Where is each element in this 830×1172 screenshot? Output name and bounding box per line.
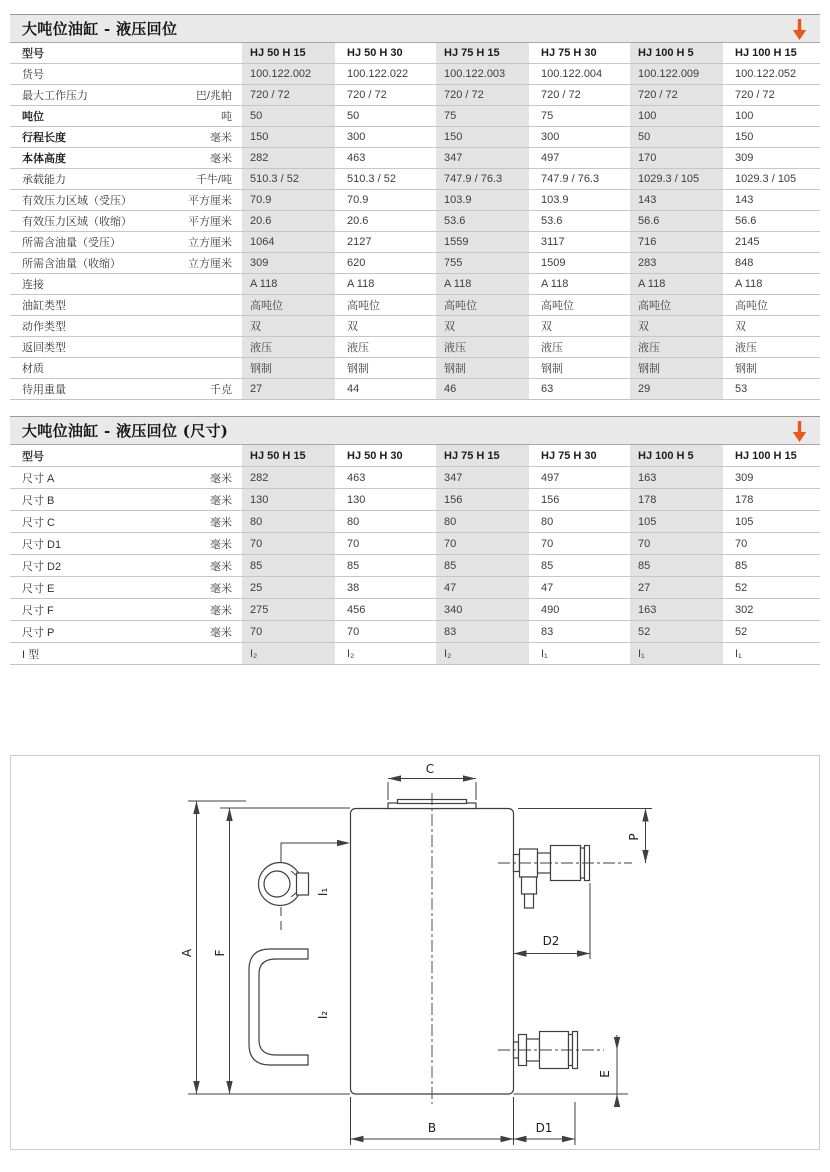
value-cell: A 118 — [723, 274, 820, 294]
value-cell: 720 / 72 — [238, 85, 335, 105]
dim-label-D1: D1 — [535, 1121, 553, 1135]
table-row — [10, 126, 820, 147]
value-cell: 双 — [335, 316, 432, 336]
value-cell: 463 — [335, 467, 432, 488]
table-title-bar — [10, 15, 820, 43]
row-unit-label: 吨 — [221, 111, 232, 123]
value-cell: 75 — [432, 106, 529, 126]
row-unit-label: 平方厘米 — [188, 195, 232, 207]
row-label: 吨位 — [22, 111, 44, 123]
table-row — [10, 294, 820, 315]
table-dimensions — [10, 416, 820, 665]
table-row — [10, 642, 820, 664]
value-cell: 105 — [723, 511, 820, 532]
value-cell: 302 — [723, 599, 820, 620]
value-cell: 1029.3 / 105 — [723, 169, 820, 189]
row-unit-label: 毫米 — [210, 494, 232, 507]
row-label: 尺寸 P — [22, 626, 55, 639]
row-unit-label: 立方厘米 — [188, 258, 232, 270]
value-cell: 283 — [626, 253, 723, 273]
row-label-cell — [10, 621, 238, 642]
down-arrow-icon — [791, 419, 808, 443]
table-row — [10, 488, 820, 510]
value-cell: 716 — [626, 232, 723, 252]
value-cell: 100 — [723, 106, 820, 126]
value-cell: 70 — [238, 621, 335, 642]
value-cell: 620 — [335, 253, 432, 273]
row-label: I 型 — [22, 648, 40, 661]
table-row — [10, 210, 820, 231]
row-label: 尺寸 D1 — [22, 538, 62, 551]
value-cell: 70.9 — [335, 190, 432, 210]
value-cell: 497 — [529, 467, 626, 488]
model-header-cell: HJ 100 H 15 — [723, 43, 820, 63]
technical-drawing-panel — [10, 755, 820, 1150]
value-cell: 1509 — [529, 253, 626, 273]
value-cell: 103.9 — [432, 190, 529, 210]
carry-handle — [249, 949, 308, 1065]
row-label: 所需含油量（受压） — [22, 237, 121, 249]
row-label-cell — [10, 169, 238, 189]
row-label: 承载能力 — [22, 174, 66, 186]
row-label-cell — [10, 643, 238, 664]
value-cell: 747.9 / 76.3 — [529, 169, 626, 189]
row-unit-label: 毫米 — [210, 132, 232, 144]
dim-label-A: A — [180, 948, 194, 958]
value-cell: 80 — [335, 511, 432, 532]
value-cell: 高吨位 — [529, 295, 626, 315]
value-cell: 347 — [432, 148, 529, 168]
value-cell: 高吨位 — [723, 295, 820, 315]
table-title: 大吨位油缸 - 液压回位 — [22, 20, 178, 38]
value-cell: A 118 — [626, 274, 723, 294]
value-cell: A 118 — [432, 274, 529, 294]
value-cell: 56.6 — [626, 211, 723, 231]
value-cell: 100.122.009 — [626, 64, 723, 84]
value-cell: 双 — [723, 316, 820, 336]
value-cell: 1064 — [238, 232, 335, 252]
value-cell: 53.6 — [432, 211, 529, 231]
value-cell: 83 — [529, 621, 626, 642]
value-cell: 53.6 — [529, 211, 626, 231]
row-label-cell — [10, 577, 238, 598]
row-label-cell — [10, 295, 238, 315]
value-cell: 70.9 — [238, 190, 335, 210]
table-row — [10, 576, 820, 598]
value-cell: 液压 — [626, 337, 723, 357]
value-cell: I₁ — [723, 643, 820, 664]
row-unit-label: 毫米 — [210, 516, 232, 529]
value-cell: 50 — [335, 106, 432, 126]
value-cell: 25 — [238, 577, 335, 598]
table-title-bar — [10, 417, 820, 445]
value-cell: 钢制 — [529, 358, 626, 378]
eye-bolt-leader — [281, 843, 344, 862]
table-row — [10, 105, 820, 126]
value-cell: 275 — [238, 599, 335, 620]
value-cell: 双 — [626, 316, 723, 336]
value-cell: 340 — [432, 599, 529, 620]
value-cell: 130 — [238, 489, 335, 510]
row-label-cell — [10, 467, 238, 488]
row-unit-label: 毫米 — [210, 560, 232, 573]
row-label-cell — [10, 64, 238, 84]
value-cell: 70 — [335, 533, 432, 554]
value-cell: 309 — [238, 253, 335, 273]
column-header-label: 型号 — [22, 450, 44, 463]
value-cell: 747.9 / 76.3 — [432, 169, 529, 189]
model-header-cell: HJ 75 H 30 — [529, 445, 626, 466]
value-cell: 497 — [529, 148, 626, 168]
table-row — [10, 168, 820, 189]
value-cell: 液压 — [723, 337, 820, 357]
value-cell: 70 — [238, 533, 335, 554]
value-cell: 80 — [529, 511, 626, 532]
value-cell: I₂ — [335, 643, 432, 664]
column-header-label: 型号 — [22, 48, 44, 60]
value-cell: 44 — [335, 379, 432, 399]
value-cell: 钢制 — [626, 358, 723, 378]
row-label-cell — [10, 358, 238, 378]
value-cell: 20.6 — [238, 211, 335, 231]
table-row — [10, 554, 820, 576]
row-label-cell — [10, 555, 238, 576]
value-cell: 755 — [432, 253, 529, 273]
column-header-cell — [10, 445, 238, 466]
value-cell: 50 — [626, 127, 723, 147]
model-header-cell: HJ 75 H 30 — [529, 43, 626, 63]
value-cell: 178 — [723, 489, 820, 510]
value-cell: 63 — [529, 379, 626, 399]
row-unit-label: 毫米 — [210, 604, 232, 617]
value-cell: 720 / 72 — [626, 85, 723, 105]
row-label-cell — [10, 337, 238, 357]
value-cell: 282 — [238, 148, 335, 168]
value-cell: 钢制 — [432, 358, 529, 378]
table-row — [10, 252, 820, 273]
model-header-cell: HJ 50 H 15 — [238, 43, 335, 63]
value-cell: 70 — [626, 533, 723, 554]
value-cell: 70 — [432, 533, 529, 554]
table-row — [10, 84, 820, 105]
dim-label-D2: D2 — [542, 934, 560, 948]
row-label: 动作类型 — [22, 321, 66, 333]
value-cell: I₂ — [432, 643, 529, 664]
row-unit-label: 千牛/吨 — [195, 174, 232, 186]
value-cell: 848 — [723, 253, 820, 273]
model-header-cell: HJ 100 H 5 — [626, 445, 723, 466]
value-cell: A 118 — [335, 274, 432, 294]
value-cell: 27 — [626, 577, 723, 598]
value-cell: 70 — [529, 533, 626, 554]
value-cell: 143 — [723, 190, 820, 210]
eye-bolt-shank — [297, 873, 309, 895]
table-performance — [10, 14, 820, 400]
value-cell: 170 — [626, 148, 723, 168]
value-cell: 85 — [335, 555, 432, 576]
table-row — [10, 598, 820, 620]
value-cell: 液压 — [238, 337, 335, 357]
row-label: 尺寸 C — [22, 516, 55, 529]
cylinder-technical-drawing — [11, 756, 819, 1149]
row-label: 行程长度 — [22, 132, 66, 144]
value-cell: 309 — [723, 148, 820, 168]
row-label: 尺寸 E — [22, 582, 55, 595]
table-header-row — [10, 43, 820, 63]
value-cell: A 118 — [529, 274, 626, 294]
dim-line-A — [188, 801, 246, 1094]
row-label-cell — [10, 253, 238, 273]
value-cell: 720 / 72 — [432, 85, 529, 105]
row-label: 油缸类型 — [22, 300, 66, 312]
row-label-cell — [10, 85, 238, 105]
value-cell: I₁ — [529, 643, 626, 664]
table-row — [10, 466, 820, 488]
value-cell: 52 — [723, 621, 820, 642]
table-row — [10, 189, 820, 210]
value-cell: 80 — [238, 511, 335, 532]
value-cell: 150 — [723, 127, 820, 147]
value-cell: 双 — [432, 316, 529, 336]
value-cell: 75 — [529, 106, 626, 126]
value-cell: 510.3 / 52 — [238, 169, 335, 189]
row-label-cell — [10, 533, 238, 554]
model-header-cell: HJ 75 H 15 — [432, 445, 529, 466]
table-row — [10, 357, 820, 378]
value-cell: 液压 — [335, 337, 432, 357]
value-cell: 70 — [723, 533, 820, 554]
part-label-I2: I₂ — [316, 1010, 330, 1020]
table-title: 大吨位油缸 - 液压回位 (尺寸) — [22, 422, 229, 440]
table-row — [10, 147, 820, 168]
row-label-cell — [10, 379, 238, 399]
value-cell: 85 — [626, 555, 723, 576]
row-unit-label: 巴/兆帕 — [195, 90, 232, 102]
value-cell: I₂ — [238, 643, 335, 664]
row-label: 本体高度 — [22, 153, 66, 165]
dim-label-B: B — [427, 1121, 437, 1135]
value-cell: A 118 — [238, 274, 335, 294]
value-cell: 47 — [529, 577, 626, 598]
model-header-cell: HJ 50 H 30 — [335, 43, 432, 63]
table-row — [10, 510, 820, 532]
value-cell: 20.6 — [335, 211, 432, 231]
value-cell: 720 / 72 — [335, 85, 432, 105]
value-cell: 钢制 — [335, 358, 432, 378]
row-unit-label: 平方厘米 — [188, 216, 232, 228]
value-cell: 300 — [335, 127, 432, 147]
table-row — [10, 273, 820, 294]
table-body — [10, 43, 820, 399]
table-header-row — [10, 445, 820, 466]
value-cell: I₁ — [626, 643, 723, 664]
value-cell: 38 — [335, 577, 432, 598]
value-cell: 47 — [432, 577, 529, 598]
value-cell: 85 — [238, 555, 335, 576]
row-label: 材质 — [22, 363, 44, 375]
model-header-cell: HJ 100 H 15 — [723, 445, 820, 466]
value-cell: 463 — [335, 148, 432, 168]
value-cell: 2145 — [723, 232, 820, 252]
value-cell: 80 — [432, 511, 529, 532]
value-cell: 143 — [626, 190, 723, 210]
value-cell: 300 — [529, 127, 626, 147]
row-unit-label: 毫米 — [210, 472, 232, 485]
value-cell: 720 / 72 — [529, 85, 626, 105]
value-cell: 309 — [723, 467, 820, 488]
value-cell: 156 — [432, 489, 529, 510]
value-cell: 100.122.052 — [723, 64, 820, 84]
value-cell: 347 — [432, 467, 529, 488]
column-header-cell — [10, 43, 238, 63]
dim-label-P: P — [627, 833, 641, 841]
value-cell: 510.3 / 52 — [335, 169, 432, 189]
row-label-cell — [10, 599, 238, 620]
row-unit-label: 立方厘米 — [188, 237, 232, 249]
dim-label-E: E — [598, 1070, 612, 1078]
value-cell: 2127 — [335, 232, 432, 252]
value-cell: 100.122.004 — [529, 64, 626, 84]
table-row — [10, 231, 820, 252]
model-header-cell: HJ 75 H 15 — [432, 43, 529, 63]
value-cell: 100.122.002 — [238, 64, 335, 84]
model-header-cell: HJ 50 H 30 — [335, 445, 432, 466]
table-body — [10, 445, 820, 664]
row-label: 尺寸 A — [22, 472, 55, 485]
value-cell: 53 — [723, 379, 820, 399]
value-cell: 钢制 — [723, 358, 820, 378]
value-cell: 100.122.003 — [432, 64, 529, 84]
row-label: 待用重量 — [22, 384, 66, 396]
row-unit-label: 毫米 — [210, 626, 232, 639]
value-cell: 液压 — [432, 337, 529, 357]
row-unit-label: 毫米 — [210, 582, 232, 595]
row-label: 最大工作压力 — [22, 90, 88, 102]
row-unit-label: 千克 — [210, 384, 232, 396]
value-cell: 高吨位 — [432, 295, 529, 315]
value-cell: 83 — [432, 621, 529, 642]
row-label: 货号 — [22, 69, 44, 81]
row-label: 连接 — [22, 279, 44, 291]
row-label: 尺寸 F — [22, 604, 54, 617]
down-arrow-icon — [791, 17, 808, 41]
table-row — [10, 63, 820, 84]
value-cell: 3117 — [529, 232, 626, 252]
value-cell: 720 / 72 — [723, 85, 820, 105]
value-cell: 105 — [626, 511, 723, 532]
value-cell: 高吨位 — [238, 295, 335, 315]
value-cell: 52 — [723, 577, 820, 598]
value-cell: 85 — [723, 555, 820, 576]
value-cell: 150 — [238, 127, 335, 147]
model-header-cell: HJ 50 H 15 — [238, 445, 335, 466]
row-label-cell — [10, 211, 238, 231]
table-row — [10, 336, 820, 357]
value-cell: 85 — [529, 555, 626, 576]
value-cell: 52 — [626, 621, 723, 642]
value-cell: 156 — [529, 489, 626, 510]
value-cell: 85 — [432, 555, 529, 576]
value-cell: 56.6 — [723, 211, 820, 231]
row-label-cell — [10, 489, 238, 510]
row-label-cell — [10, 148, 238, 168]
row-label-cell — [10, 106, 238, 126]
value-cell: 29 — [626, 379, 723, 399]
value-cell: 130 — [335, 489, 432, 510]
dim-label-F: F — [213, 949, 227, 957]
value-cell: 高吨位 — [335, 295, 432, 315]
eye-bolt-hole — [264, 871, 290, 897]
row-label-cell — [10, 127, 238, 147]
model-header-cell: HJ 100 H 5 — [626, 43, 723, 63]
row-unit-label: 毫米 — [210, 153, 232, 165]
row-label-cell — [10, 316, 238, 336]
value-cell: 液压 — [529, 337, 626, 357]
value-cell: 27 — [238, 379, 335, 399]
value-cell: 282 — [238, 467, 335, 488]
table-row — [10, 532, 820, 554]
table-row — [10, 378, 820, 399]
row-label: 所需含油量（收缩） — [22, 258, 121, 270]
row-label: 返回类型 — [22, 342, 66, 354]
part-label-I1: I₁ — [316, 887, 330, 897]
value-cell: 100.122.022 — [335, 64, 432, 84]
row-label: 有效压力区域（收缩） — [22, 216, 132, 228]
row-unit-label: 毫米 — [210, 538, 232, 551]
value-cell: 1029.3 / 105 — [626, 169, 723, 189]
value-cell: 钢制 — [238, 358, 335, 378]
row-label: 尺寸 D2 — [22, 560, 62, 573]
value-cell: 50 — [238, 106, 335, 126]
row-label-cell — [10, 274, 238, 294]
value-cell: 163 — [626, 599, 723, 620]
value-cell: 70 — [335, 621, 432, 642]
table-row — [10, 620, 820, 642]
upper-coupling — [498, 846, 632, 909]
row-label: 有效压力区域（受压） — [22, 195, 132, 207]
value-cell: 高吨位 — [626, 295, 723, 315]
value-cell: 178 — [626, 489, 723, 510]
value-cell: 150 — [432, 127, 529, 147]
value-cell: 双 — [529, 316, 626, 336]
value-cell: 双 — [238, 316, 335, 336]
value-cell: 103.9 — [529, 190, 626, 210]
value-cell: 46 — [432, 379, 529, 399]
dim-label-C: C — [425, 762, 435, 776]
row-label-cell — [10, 190, 238, 210]
row-label-cell — [10, 511, 238, 532]
value-cell: 163 — [626, 467, 723, 488]
value-cell: 490 — [529, 599, 626, 620]
value-cell: 100 — [626, 106, 723, 126]
value-cell: 456 — [335, 599, 432, 620]
row-label: 尺寸 B — [22, 494, 55, 507]
row-label-cell — [10, 232, 238, 252]
value-cell: 1559 — [432, 232, 529, 252]
table-row — [10, 315, 820, 336]
